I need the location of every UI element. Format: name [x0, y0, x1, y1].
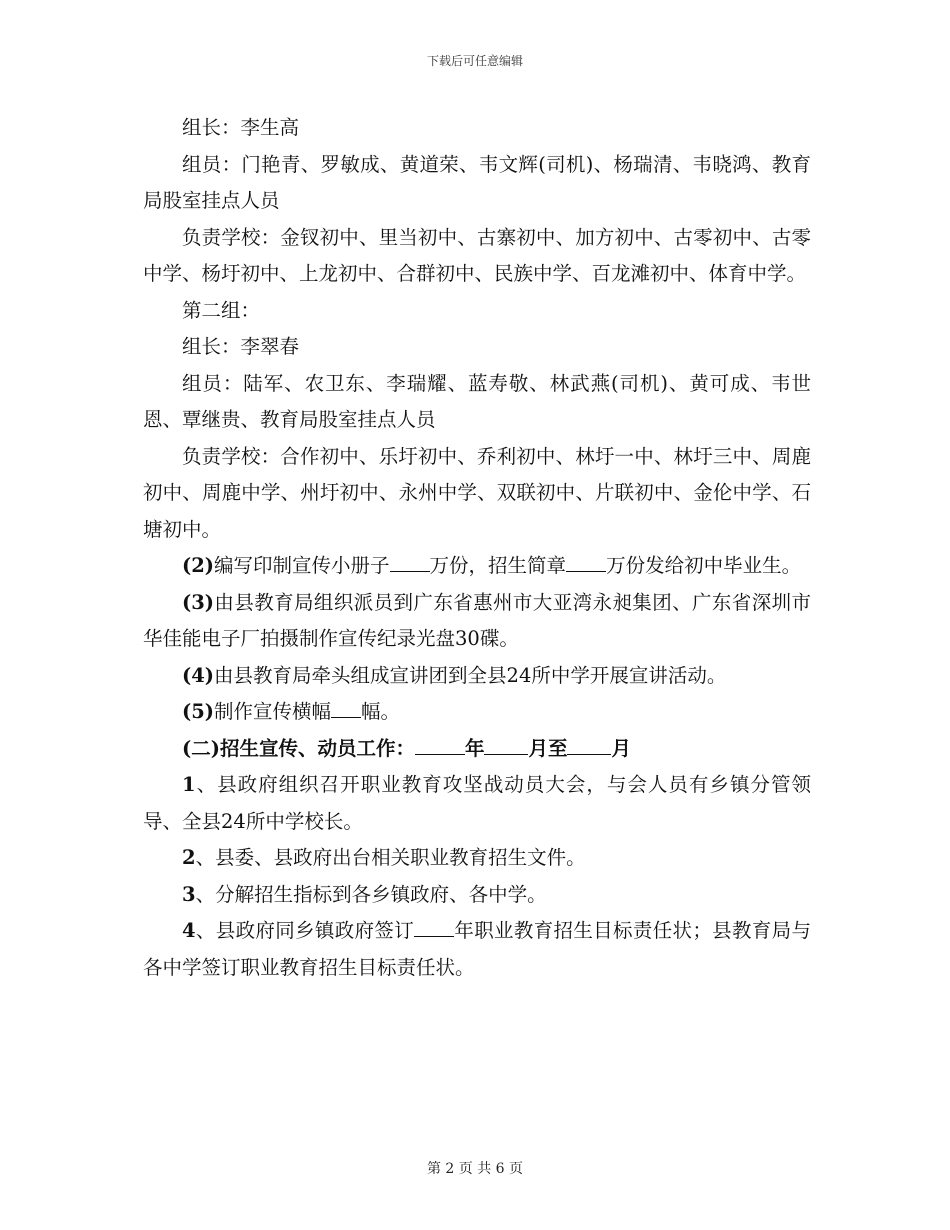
paragraph-group1-leader: 组长：李生高	[182, 116, 300, 139]
paragraph-item-2	[143, 548, 811, 585]
item-text: 由县教育局组织派员到广东省惠州市大亚湾永昶集团、广东省深圳市华佳能电子厂拍摄制作宣传纪录光盘30碟。	[143, 590, 811, 650]
step-text: 年职业教育招生目标责任状；县教育局与各中学签订职业教育招生目标责任状。	[143, 919, 811, 979]
paragraph-group2-schools: 负责学校：合作初中、乐圩初中、乔利初中、林圩一中、林圩三中、周鹿初中、周鹿中学、州圩初中、永州中学、双联初中、片联初中、金伦中学、石塘初中。	[143, 444, 811, 541]
paragraph-group1-members: 组员：门艳青、罗敏成、黄道荣、韦文辉(司机)、杨瑞清、韦晓鸿、教育局股室挂点人员	[143, 152, 811, 212]
paragraph-item-3	[143, 585, 811, 658]
step-text: 、县政府同乡镇政府签订	[195, 919, 415, 942]
heading-text: 年	[464, 736, 485, 760]
fill-blank	[414, 916, 454, 937]
item-number: (2)	[182, 554, 215, 577]
heading-text: (二)招生宣传、动员工作：	[182, 736, 415, 760]
paragraph-step-4	[143, 913, 811, 986]
fill-blank	[415, 734, 465, 755]
paragraph-group2-title: 第二组：	[182, 298, 261, 322]
paragraph-step-1	[143, 767, 811, 840]
paragraph-group1-schools: 负责学校：金钗初中、里当初中、古寨初中、加方初中、古零初中、古零中学、杨圩初中、上龙初中、合群初中、民族中学、百龙滩初中、体育中学。	[143, 225, 811, 285]
page-header: 下载后可任意编辑	[426, 54, 523, 68]
item-text: 制作宣传横幅	[214, 700, 332, 723]
step-number: 4	[182, 919, 196, 942]
fill-blank	[566, 551, 606, 572]
page-footer: 第 2 页 共 6 页	[426, 1161, 524, 1177]
step-text: 、分解招生指标到各乡镇政府、各中学。	[195, 882, 547, 906]
item-text: 编写印制宣传小册子	[214, 554, 390, 577]
heading-text: 月	[611, 736, 631, 760]
fill-blank	[390, 551, 430, 572]
step-number: 1	[182, 773, 196, 796]
fill-blank	[484, 734, 528, 755]
item-text: 万份，招生简章	[429, 554, 567, 577]
paragraph-step-2	[143, 840, 811, 877]
paragraph-item-4	[143, 658, 811, 695]
item-text: 由县教育局牵头组成宣讲团到全县24所中学开展宣讲活动。	[214, 663, 727, 687]
paragraph-group2-members: 组员：陆军、农卫东、李瑞耀、蓝寿敬、林武燕(司机)、黄可成、韦世恩、覃继贵、教育局股室挂点人员	[143, 371, 811, 431]
step-number: 2	[182, 846, 196, 869]
fill-blank	[567, 734, 611, 755]
paragraph-item-5	[143, 694, 811, 731]
item-number: (3)	[182, 590, 215, 614]
section-heading	[143, 731, 811, 768]
item-number: (4)	[182, 663, 215, 687]
heading-text: 月至	[528, 736, 568, 760]
paragraph-group2-leader: 组长：李翠春	[182, 335, 300, 358]
fill-blank	[331, 697, 361, 718]
step-number: 3	[182, 882, 196, 906]
step-text: 、县政府组织召开职业教育攻坚战动员大会，与会人员有乡镇分管领导、全县24所中学校长。	[143, 773, 811, 833]
item-text: 万份发给初中毕业生。	[606, 554, 802, 577]
step-text: 、县委、县政府出台相关职业教育招生文件。	[195, 846, 586, 869]
item-number: (5)	[182, 700, 215, 723]
document-body	[143, 110, 811, 986]
item-text: 幅。	[361, 700, 401, 723]
paragraph-step-3	[143, 877, 811, 914]
